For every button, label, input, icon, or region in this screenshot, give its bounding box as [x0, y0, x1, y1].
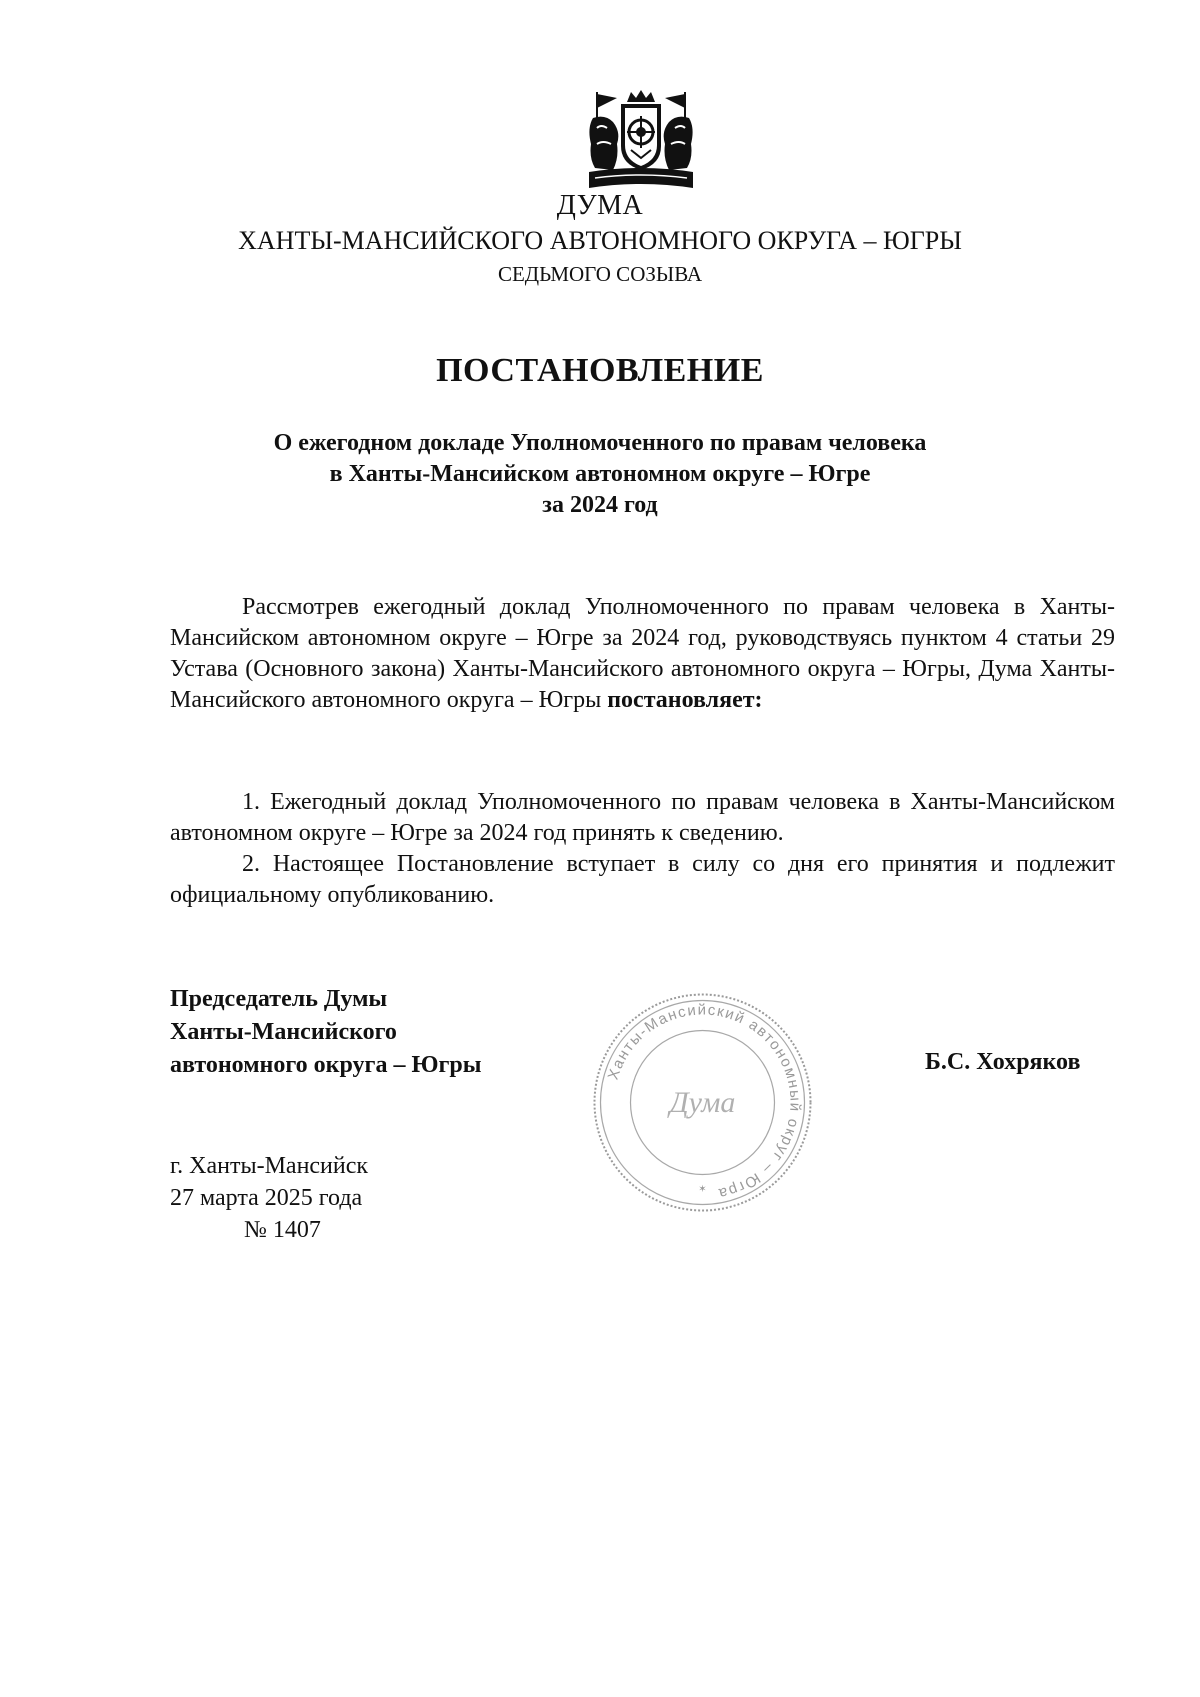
preamble-paragraph: [170, 592, 1115, 716]
signatory-position-line: Ханты-Мансийского: [170, 1019, 397, 1045]
preamble-text: Рассмотрев ежегодный доклад Уполномоченного по правам человека в Ханты-Мансийском автономном округе – Югре за 2024 год, руководствуясь пунктом 4 статьи 29 Устава (Основного закона) Ханты-Мансийского автономного округа – Югры, Дума Ханты-Мансийского автономного округа – Югры: [170, 594, 1115, 713]
official-seal-icon: [590, 990, 815, 1215]
document-title-line: О ежегодном докладе Уполномоченного по правам человека: [273, 430, 927, 456]
resolution-item: 2. Настоящее Постановление вступает в силу со дня его принятия и подлежит официальному опубликованию.: [170, 851, 1115, 908]
organization-region: ХАНТЫ-МАНСИЙСКОГО АВТОНОМНОГО ОКРУГА – ЮГРЫ: [238, 226, 962, 255]
resolution-item: 1. Ежегодный доклад Уполномоченного по правам человека в Ханты-Мансийском автономном округе – Югре за 2024 год принять к сведению.: [170, 789, 1115, 846]
signatory-position: [170, 983, 481, 1082]
signatory-position-line: автономного округа – Югры: [170, 1052, 482, 1078]
document-title-line: в Ханты-Мансийском автономном округе – Югре: [329, 461, 871, 487]
organization-name: ДУМА: [556, 190, 644, 221]
date: 27 марта 2025 года: [170, 1185, 363, 1211]
document-number: № 1407: [244, 1217, 321, 1243]
document-type: ПОСТАНОВЛЕНИЕ: [436, 352, 764, 389]
signatory-name: Б.С. Хохряков: [925, 1049, 1081, 1075]
seal-center-text: Дума: [669, 1086, 736, 1119]
decision-word: постановляет:: [607, 687, 763, 713]
organization-convocation: СЕДЬМОГО СОЗЫВА: [497, 262, 703, 286]
place-date-block: [170, 1150, 368, 1246]
seal-ring-text: Ханты-Мансийский автономный округ – Югра: [604, 1001, 804, 1203]
coat-of-arms-icon: [583, 88, 699, 194]
document-title: [0, 428, 1200, 521]
signatory-position-line: Председатель Думы: [170, 986, 388, 1012]
document-title-line: за 2024 год: [542, 492, 658, 518]
resolution-items: [170, 787, 1115, 911]
place: г. Ханты-Мансийск: [170, 1153, 369, 1179]
svg-text:✶: ✶: [698, 1184, 707, 1195]
